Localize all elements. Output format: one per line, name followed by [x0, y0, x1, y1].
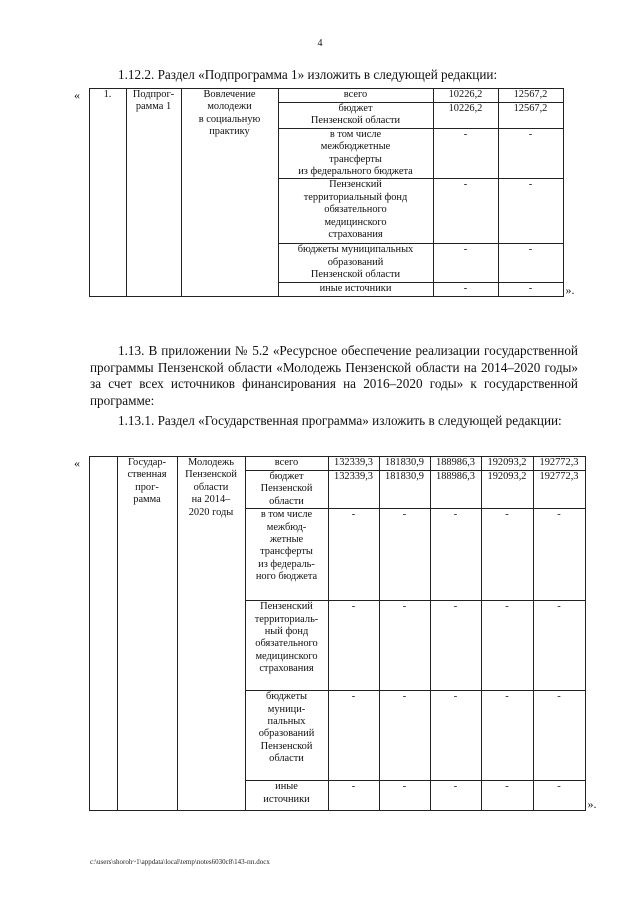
- subprogram-title: Вовлечение молодежи в социальную практику: [181, 89, 278, 297]
- funding-source-label: бюджет Пензенской области: [278, 103, 433, 129]
- close-quote: ».: [565, 282, 575, 297]
- funding-value: -: [533, 691, 585, 781]
- funding-value: 132339,3: [328, 471, 379, 509]
- open-quote: «: [74, 87, 80, 102]
- funding-value: 10226,2: [433, 89, 498, 103]
- funding-value: 181830,9: [379, 471, 430, 509]
- funding-value: -: [430, 509, 481, 601]
- funding-source-label: Пензенский территориальный фонд обязательного медицинского страхования: [278, 179, 433, 244]
- funding-value: -: [433, 179, 498, 244]
- funding-value: 192093,2: [481, 471, 533, 509]
- funding-value: -: [379, 691, 430, 781]
- footer-file-path: c:\users\shoroh~1\appdata\local\temp\notes6030c8\143-пп.docx: [90, 858, 270, 866]
- funding-value: -: [328, 691, 379, 781]
- funding-value: -: [533, 509, 585, 601]
- program-name: Молодежь Пензенской области на 2014– 2020 годы: [177, 457, 245, 811]
- funding-value: 188986,3: [430, 457, 481, 471]
- funding-value: -: [481, 601, 533, 691]
- funding-value: 181830,9: [379, 457, 430, 471]
- empty-number-cell: [89, 457, 117, 811]
- funding-value: -: [328, 509, 379, 601]
- table-row: [72, 89, 598, 103]
- funding-value: -: [433, 128, 498, 179]
- funding-value: -: [498, 128, 563, 179]
- funding-value: 132339,3: [328, 457, 379, 471]
- funding-value: -: [430, 691, 481, 781]
- funding-source-label: всего: [278, 89, 433, 103]
- funding-value: -: [328, 601, 379, 691]
- funding-value: -: [498, 179, 563, 244]
- funding-value: -: [430, 781, 481, 811]
- funding-value: -: [433, 244, 498, 282]
- funding-value: -: [430, 601, 481, 691]
- funding-source-label: иные источники: [278, 282, 433, 296]
- funding-source-label: иные источники: [245, 781, 328, 811]
- funding-value: -: [481, 691, 533, 781]
- funding-value: 12567,2: [498, 103, 563, 129]
- funding-value: -: [498, 282, 563, 296]
- funding-value: 192772,3: [533, 471, 585, 509]
- subprogram-table: [72, 88, 598, 297]
- paragraph-1-13-1: 1.13.1. Раздел «Государственная программа» изложить в следующей редакции:: [118, 413, 562, 428]
- state-program-table: [72, 456, 602, 811]
- paragraph-1-13: 1.13. В приложении № 5.2 «Ресурсное обеспечение реализации государственной программы Пензенской области «Молодежь Пензенской области на 2014–2020 годы» за счет всех источников финансирования на 2016–2020 годы» к государственной программе:: [90, 343, 578, 408]
- subprogram-name: Подпрог- рамма 1: [126, 89, 181, 297]
- funding-value: 188986,3: [430, 471, 481, 509]
- funding-value: -: [433, 282, 498, 296]
- funding-value: 192772,3: [533, 457, 585, 471]
- funding-value: -: [498, 244, 563, 282]
- funding-value: -: [533, 781, 585, 811]
- funding-value: -: [481, 781, 533, 811]
- funding-value: -: [328, 781, 379, 811]
- close-quote: ».: [587, 797, 597, 812]
- funding-value: 192093,2: [481, 457, 533, 471]
- table-row: [72, 457, 602, 471]
- funding-source-label: в том числе межбюджетные трансферты из федерального бюджета: [278, 128, 433, 179]
- funding-source-label: Пензенский территориаль- ный фонд обязательного медицинского страхования: [245, 601, 328, 691]
- funding-source-label: бюджеты муници- пальных образований Пензенской области: [245, 691, 328, 781]
- funding-value: -: [379, 781, 430, 811]
- funding-source-label: в том числе межбюд- жетные трансферты из федераль- ного бюджета: [245, 509, 328, 601]
- funding-source-label: бюджет Пензенской области: [245, 471, 328, 509]
- funding-value: -: [379, 601, 430, 691]
- section-heading-1-12-2: 1.12.2. Раздел «Подпрограмма 1» изложить в следующей редакции:: [118, 67, 498, 82]
- funding-value: -: [533, 601, 585, 691]
- funding-value: -: [379, 509, 430, 601]
- funding-value: -: [481, 509, 533, 601]
- row-number: 1.: [89, 89, 126, 297]
- funding-value: 12567,2: [498, 89, 563, 103]
- funding-source-label: всего: [245, 457, 328, 471]
- open-quote: «: [74, 455, 80, 470]
- funding-source-label: бюджеты муниципальных образований Пензенской области: [278, 244, 433, 282]
- funding-value: 10226,2: [433, 103, 498, 129]
- page-number: 4: [317, 38, 323, 49]
- program-status: Государ- ственная прог- рамма: [117, 457, 177, 811]
